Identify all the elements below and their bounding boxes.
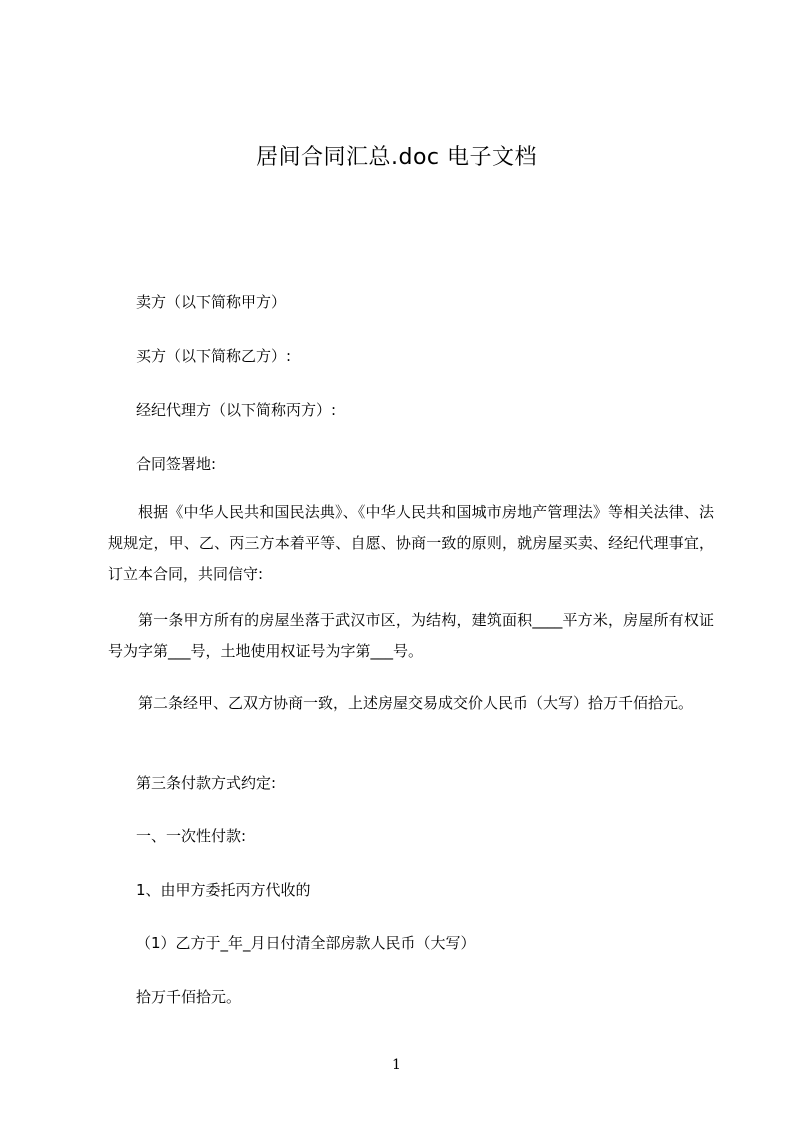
- buyer-line: 买方（以下简称乙方）:: [136, 347, 292, 365]
- document-title: 居间合同汇总.doc 电子文档: [255, 145, 537, 170]
- intro-paragraph: 根据《中华人民共和国民法典》、《中华人民共和国城市房地产管理法》等相关法律、法规规定，甲、乙、丙三方本着平等、自愿、协商一致的原则，就房屋买卖、经纪代理事宜，订立本合同，共同信守:: [108, 503, 714, 583]
- article-2-paragraph: 第二条经甲、乙双方协商一致，上述房屋交易成交价人民币（大写）拾万千佰拾元。: [138, 694, 694, 712]
- one-time-payment-line: 一、一次性付款:: [136, 827, 247, 845]
- seller-line: 卖方（以下简称甲方）: [136, 293, 287, 311]
- sign-place-line: 合同签署地:: [136, 455, 217, 473]
- item-1-line: 1、由甲方委托丙方代收的: [136, 881, 311, 899]
- page-number: 1: [392, 1057, 401, 1073]
- article-3-line: 第三条付款方式约定:: [136, 774, 277, 792]
- agent-line: 经纪代理方（以下简称丙方）:: [136, 401, 337, 419]
- article-1-paragraph: 第一条甲方所有的房屋坐落于武汉市区，为结构，建筑面积____平方米，房屋所有权证号为字第___号，土地使用权证号为字第___号。: [108, 611, 714, 660]
- item-1-1-line: （1）乙方于_年_月日付清全部房款人民币（大写）: [136, 934, 476, 952]
- amount-line: 拾万千佰拾元。: [136, 988, 242, 1006]
